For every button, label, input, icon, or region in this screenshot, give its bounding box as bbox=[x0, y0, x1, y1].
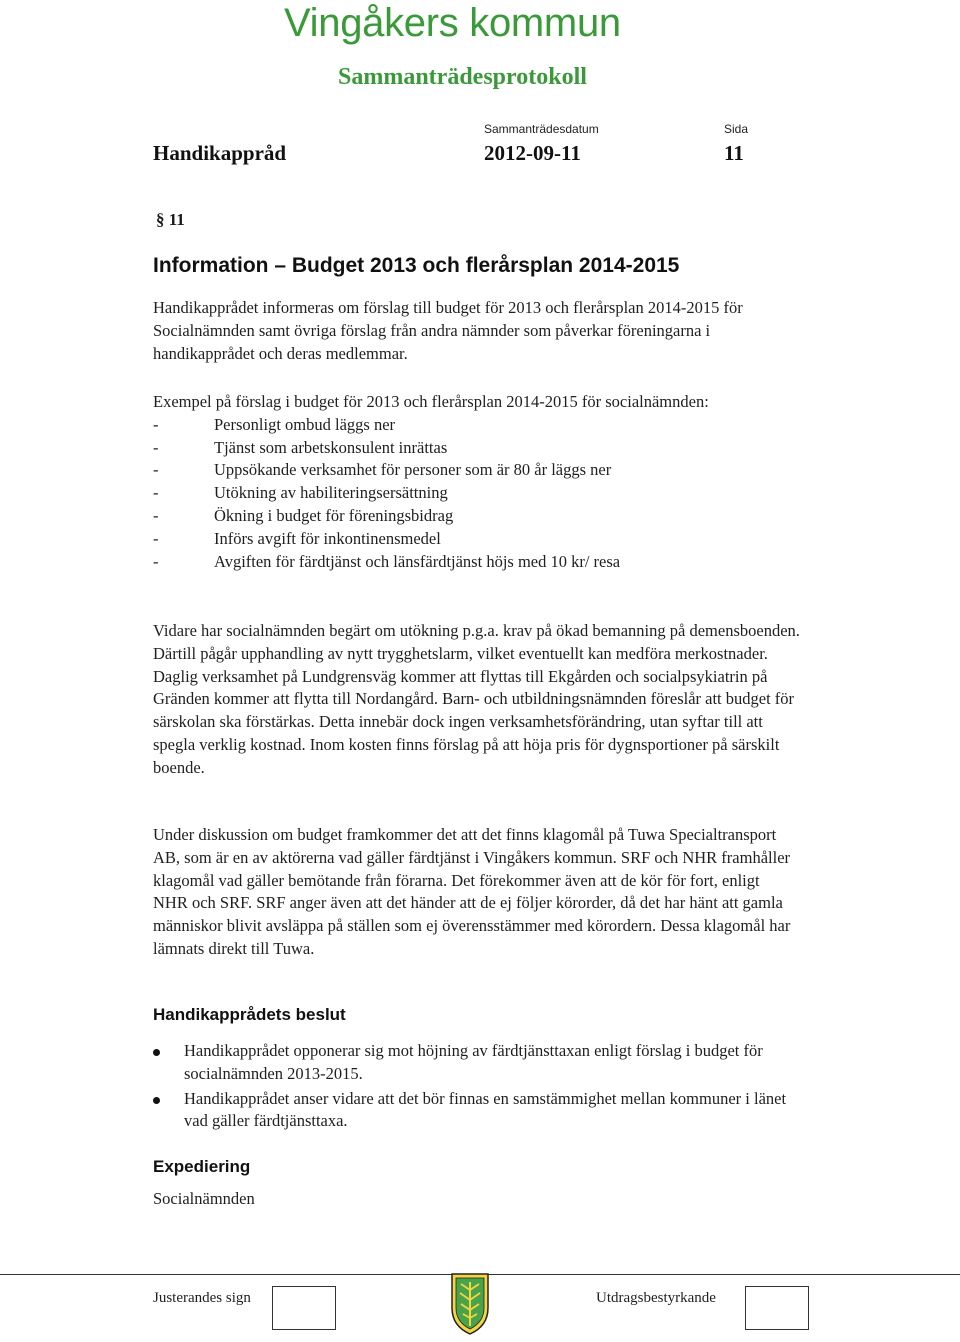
municipal-crest-icon bbox=[450, 1268, 490, 1336]
list-item: - Avgiften för färdtjänst och länsfärdtjänst höjs med 10 kr/ resa bbox=[153, 551, 621, 571]
page-number: 11 bbox=[724, 141, 744, 165]
list-item: Handikapprådet anser vidare att det bör finnas en samstämmighet mellan kommuner i länet vad gäller färdtjänsttaxa. bbox=[153, 1088, 793, 1134]
dispatch-recipient: Socialnämnden bbox=[153, 1189, 255, 1208]
utdragsbestyrkande-label: Utdragsbestyrkande bbox=[596, 1290, 716, 1306]
committee-name: Handikappråd bbox=[153, 141, 287, 165]
meeting-date: 2012-09-11 bbox=[484, 141, 581, 165]
decision-list bbox=[153, 1040, 793, 1133]
list-item: Handikapprådet opponerar sig mot höjning av färdtjänsttaxan enligt förslag i budget för socialnämnden 2013-2015. bbox=[153, 1040, 793, 1086]
paragraph-sign: § bbox=[156, 210, 165, 229]
examples-intro: Exempel på förslag i budget för 2013 och flerårsplan 2014-2015 för socialnämnden: bbox=[153, 392, 709, 411]
section-number-value: 11 bbox=[168, 210, 185, 229]
list-item: - Införs avgift för inkontinensmedel bbox=[153, 528, 441, 548]
intro-paragraph bbox=[153, 297, 793, 365]
paragraph-3 bbox=[153, 824, 798, 961]
list-item: - Utökning av habiliteringsersättning bbox=[153, 483, 448, 503]
paragraph-2-text: Vidare har socialnämnden begärt om utökning p.g.a. krav på ökad bemanning på demensboenden. Därtill pågår upphandling av nytt trygghetslarm, vilket eventuellt kan medföra merkostnader. Daglig verksamhet på Lundgrensväg kommer att flyttas till Ekgården och socialpsykiatrin på Gränden kommer att flytta till Nordangård. Barn- och utbildningsnämnden föreslår att budget för särskolan ska förstärkas. Detta innebär dock ingen verksamhetsförändring, utan syftar till att spegla verklig kostnad. Inom kosten finns förslag på att höja pris för dygnsportioner på särskilt boende. bbox=[153, 621, 800, 777]
page-label: Sida bbox=[724, 122, 749, 136]
paragraph-2 bbox=[153, 620, 803, 780]
section-title: Information – Budget 2013 och flerårsplan 2014-2015 bbox=[153, 254, 680, 277]
bullet-icon bbox=[153, 1097, 160, 1104]
decision-block bbox=[153, 1040, 793, 1135]
list-item: - Ökning i budget för föreningsbidrag bbox=[153, 505, 454, 525]
list-item: - Tjänst som arbetskonsulent inrättas bbox=[153, 437, 448, 457]
dispatch-heading: Expediering bbox=[153, 1157, 251, 1176]
date-label: Sammanträdesdatum bbox=[484, 122, 599, 136]
section-number bbox=[156, 208, 185, 232]
decision-heading: Handikapprådets beslut bbox=[153, 1005, 346, 1024]
org-name: Vingåkers kommun bbox=[284, 1, 621, 45]
intro-text: Handikapprådet informeras om förslag till budget för 2013 och flerårsplan 2014-2015 för Socialnämnden samt övriga förslag från andra nämnder som påverkar föreningarna i handikapprådet och deras medlemmar. bbox=[153, 298, 743, 363]
doc-type: Sammanträdesprotokoll bbox=[338, 64, 587, 90]
signature-box bbox=[272, 1286, 336, 1330]
examples-block bbox=[153, 391, 813, 573]
justerandes-sign-label: Justerandes sign bbox=[153, 1290, 251, 1306]
certification-box bbox=[745, 1286, 809, 1330]
paragraph-3-text: Under diskussion om budget framkommer det att det finns klagomål på Tuwa Specialtransport AB, som är en av aktörerna vad gäller färdtjänst i Vingåkers kommun. SRF och NHR framhåller klagomål vad gäller bemötande från förarna. Det förekommer även att de kör för fort, enligt NHR och SRF. SRF anger även att det händer att de ej följer körorder, då det har hänt att gamla människor blivit avsläppa på ställen som ej överensstämmer med körordern. Dessa klagomål har lämnats direkt till Tuwa. bbox=[153, 825, 791, 958]
list-item: - Personligt ombud läggs ner bbox=[153, 414, 396, 434]
bullet-icon bbox=[153, 1049, 160, 1056]
examples-list bbox=[153, 414, 813, 574]
list-item: - Uppsökande verksamhet för personer som är 80 år läggs ner bbox=[153, 460, 612, 480]
